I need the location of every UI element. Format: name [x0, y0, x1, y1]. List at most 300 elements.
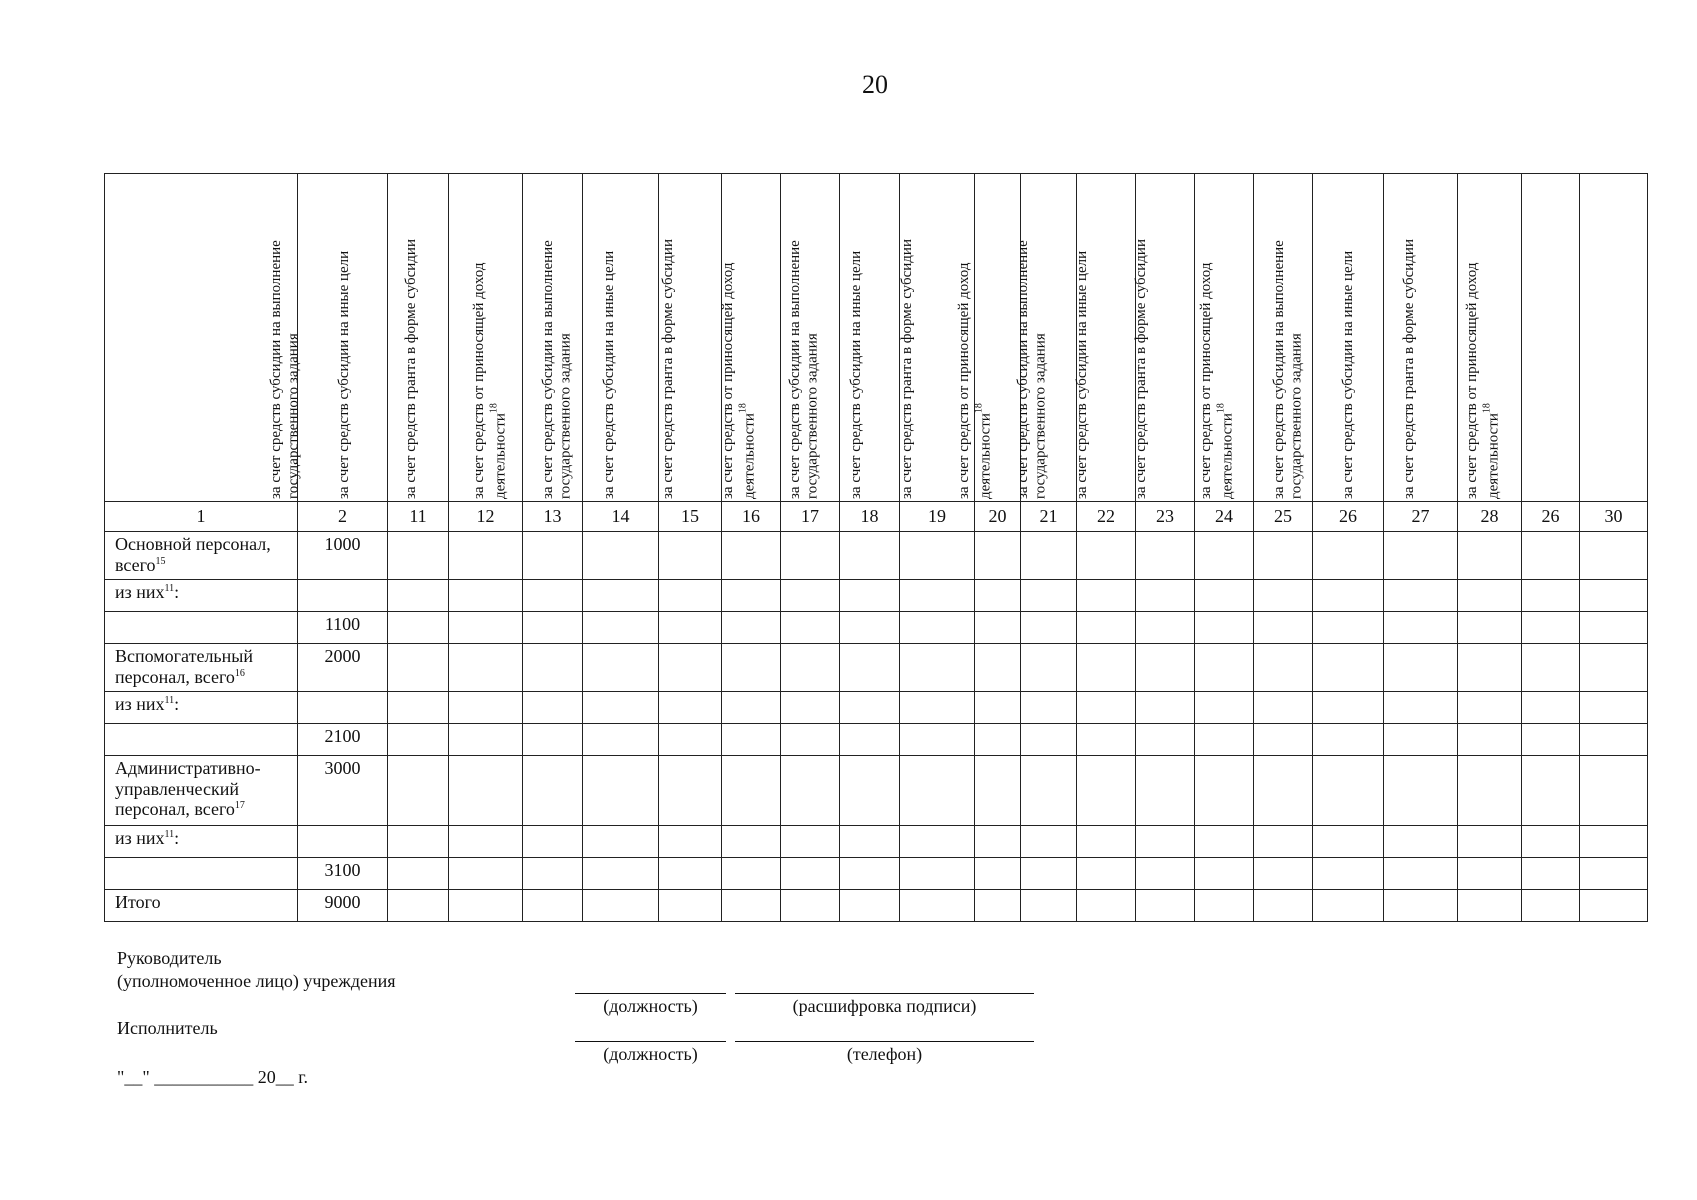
row-code-cell: 3000 [298, 756, 388, 826]
table-row [105, 612, 1648, 644]
value-cell[interactable] [975, 644, 1021, 692]
value-cell[interactable] [1136, 724, 1195, 756]
row-code-cell [298, 692, 388, 724]
row-label: Административно-управленческий персонал, всего [115, 758, 261, 820]
row-label: из них [115, 828, 165, 848]
footnote-ref: 18 [737, 403, 749, 414]
value-cell[interactable] [1077, 890, 1136, 922]
value-cell[interactable] [840, 532, 900, 580]
value-cell[interactable] [659, 612, 722, 644]
value-cell[interactable] [583, 756, 659, 826]
value-cell[interactable] [900, 826, 975, 858]
value-cell[interactable] [523, 612, 583, 644]
value-cell[interactable] [1522, 724, 1580, 756]
value-cell[interactable] [1021, 826, 1077, 858]
footnote-ref: 18 [488, 403, 500, 414]
value-cell[interactable] [1458, 644, 1522, 692]
value-cell[interactable] [449, 858, 523, 890]
column-number-cell: 21 [1021, 502, 1077, 532]
value-cell[interactable] [1136, 826, 1195, 858]
value-cell[interactable] [583, 532, 659, 580]
head-position-signature-line [575, 993, 726, 994]
value-cell[interactable] [1077, 724, 1136, 756]
value-cell[interactable] [722, 692, 781, 724]
value-cell[interactable] [1077, 644, 1136, 692]
value-cell[interactable] [975, 890, 1021, 922]
value-cell[interactable] [1522, 532, 1580, 580]
column-number-cell: 2 [298, 502, 388, 532]
value-cell[interactable] [975, 692, 1021, 724]
column-header-label: за счет средств гранта в форме субсидии [1133, 239, 1149, 499]
value-cell[interactable] [1195, 756, 1254, 826]
column-header-label: за счет средств субсидии на выполнение государственного задания [540, 240, 574, 499]
value-cell[interactable] [1077, 826, 1136, 858]
value-cell[interactable] [1021, 756, 1077, 826]
value-cell[interactable] [1580, 612, 1648, 644]
value-cell[interactable] [900, 858, 975, 890]
row-code-cell: 1000 [298, 532, 388, 580]
head-name-signature-line [735, 993, 1034, 994]
value-cell[interactable] [388, 826, 449, 858]
value-cell[interactable] [449, 826, 523, 858]
head-label-line2: (уполномоченное лицо) учреждения [117, 971, 396, 991]
value-cell[interactable] [1021, 692, 1077, 724]
row-label-cell [105, 644, 298, 692]
value-cell[interactable] [975, 858, 1021, 890]
value-cell[interactable] [722, 756, 781, 826]
column-number-cell: 16 [722, 502, 781, 532]
value-cell[interactable] [449, 612, 523, 644]
value-cell[interactable] [781, 612, 840, 644]
value-cell[interactable] [449, 890, 523, 922]
value-cell[interactable] [388, 858, 449, 890]
value-cell[interactable] [722, 580, 781, 612]
value-cell[interactable] [1254, 580, 1313, 612]
column-number-cell: 1 [105, 502, 298, 532]
value-cell[interactable] [1313, 756, 1384, 826]
column-header-label: за счет средств субсидии на иные цели [847, 250, 864, 499]
footnote-ref: 15 [155, 555, 166, 567]
footnote-ref: 11 [164, 695, 175, 706]
executor-phone-caption: (телефон) [846, 1044, 923, 1064]
table-row [105, 692, 1648, 724]
row-label-cell [105, 580, 298, 612]
value-cell[interactable] [975, 756, 1021, 826]
column-header-label: за счет средств субсидии на выполнение государственного задания [1270, 240, 1305, 499]
value-cell[interactable] [1195, 532, 1254, 580]
footnote-ref: 18 [1481, 403, 1493, 414]
value-cell[interactable] [1077, 858, 1136, 890]
value-cell[interactable] [1313, 858, 1384, 890]
column-header-label: за счет средств гранта в форме субсидии [402, 239, 419, 499]
row-code-cell: 2000 [298, 644, 388, 692]
value-cell[interactable] [1522, 858, 1580, 890]
value-cell[interactable] [1384, 644, 1458, 692]
column-numbers-row [105, 502, 1648, 532]
column-number-cell: 30 [1580, 502, 1648, 532]
value-cell[interactable] [388, 644, 449, 692]
column-header-label: за счет средств от приносящей доход деятельности [956, 262, 994, 499]
value-cell[interactable] [1580, 890, 1648, 922]
value-cell[interactable] [1136, 858, 1195, 890]
value-cell[interactable] [722, 644, 781, 692]
value-cell[interactable] [388, 580, 449, 612]
date-line: "__" ___________ 20__ г. [117, 1067, 309, 1087]
value-cell[interactable] [583, 580, 659, 612]
value-cell[interactable] [659, 756, 722, 826]
column-header-label: за счет средств субсидии на иные цели [335, 250, 352, 499]
value-cell[interactable] [583, 724, 659, 756]
value-cell[interactable] [1136, 644, 1195, 692]
value-cell[interactable] [722, 724, 781, 756]
value-cell[interactable] [659, 532, 722, 580]
value-cell[interactable] [1136, 890, 1195, 922]
value-cell[interactable] [523, 692, 583, 724]
value-cell[interactable] [1313, 580, 1384, 612]
value-cell[interactable] [449, 644, 523, 692]
head-name-caption: (расшифровка подписи) [792, 996, 977, 1016]
value-cell[interactable] [449, 532, 523, 580]
value-cell[interactable] [781, 858, 840, 890]
footnote-ref: 18 [973, 403, 985, 414]
value-cell[interactable] [1580, 858, 1648, 890]
column-number-cell: 13 [523, 502, 583, 532]
row-label-cell [105, 532, 298, 580]
value-cell[interactable] [1313, 644, 1384, 692]
value-cell[interactable] [1522, 692, 1580, 724]
column-number-cell: 26 [1313, 502, 1384, 532]
value-cell[interactable] [1458, 612, 1522, 644]
column-number-cell: 25 [1254, 502, 1313, 532]
value-cell[interactable] [840, 826, 900, 858]
value-cell[interactable] [1384, 826, 1458, 858]
table-row [105, 756, 1648, 826]
value-cell[interactable] [781, 692, 840, 724]
value-cell[interactable] [523, 644, 583, 692]
table-row [105, 724, 1648, 756]
value-cell[interactable] [1458, 724, 1522, 756]
value-cell[interactable] [900, 580, 975, 612]
executor-label: Исполнитель [117, 1018, 218, 1038]
value-cell[interactable] [1458, 858, 1522, 890]
value-cell[interactable] [840, 890, 900, 922]
value-cell[interactable] [1254, 612, 1313, 644]
column-number-cell: 22 [1077, 502, 1136, 532]
value-cell[interactable] [900, 532, 975, 580]
value-cell[interactable] [1313, 532, 1384, 580]
value-cell[interactable] [975, 724, 1021, 756]
column-header-label: за счет средств от приносящей доход деятельности [719, 262, 758, 499]
column-header-label: за счет средств субсидии на иные цели [1074, 250, 1090, 499]
column-header-label: за счет средств от приносящей доход деятельности [470, 262, 509, 499]
value-cell[interactable] [1384, 532, 1458, 580]
value-cell[interactable] [1522, 612, 1580, 644]
value-cell[interactable] [1021, 724, 1077, 756]
table-row [105, 858, 1648, 890]
value-cell[interactable] [449, 692, 523, 724]
value-cell[interactable] [388, 692, 449, 724]
value-cell[interactable] [523, 532, 583, 580]
value-cell[interactable] [1021, 532, 1077, 580]
value-cell[interactable] [1195, 644, 1254, 692]
column-header-cell [1463, 174, 1648, 502]
column-number-cell: 26 [1522, 502, 1580, 532]
column-header-label: за счет средств от приносящей доход деятельности [1198, 262, 1236, 499]
value-cell[interactable] [1077, 532, 1136, 580]
value-cell[interactable] [1522, 826, 1580, 858]
value-cell[interactable] [388, 532, 449, 580]
column-header-label: за счет средств субсидии на выполнение государственного задания [1015, 240, 1049, 499]
column-header-label: за счет средств субсидии на иные цели [1339, 250, 1356, 499]
value-cell[interactable] [1021, 858, 1077, 890]
value-cell[interactable] [1077, 756, 1136, 826]
value-cell[interactable] [1384, 692, 1458, 724]
table-row [105, 826, 1648, 858]
value-cell[interactable] [583, 890, 659, 922]
value-cell[interactable] [1195, 890, 1254, 922]
value-cell[interactable] [1136, 532, 1195, 580]
row-label: из них [115, 694, 165, 714]
personnel-table [104, 173, 1648, 922]
value-cell[interactable] [583, 644, 659, 692]
row-code-cell [298, 580, 388, 612]
value-cell[interactable] [449, 580, 523, 612]
value-cell[interactable] [722, 890, 781, 922]
executor-phone-line [735, 1041, 1034, 1042]
value-cell[interactable] [1254, 858, 1313, 890]
executor-position-caption: (должность) [603, 1044, 698, 1064]
column-number-cell: 19 [900, 502, 975, 532]
row-label-cell [105, 858, 298, 890]
value-cell[interactable] [523, 890, 583, 922]
value-cell[interactable] [722, 612, 781, 644]
value-cell[interactable] [1580, 532, 1648, 580]
value-cell[interactable] [1458, 692, 1522, 724]
value-cell[interactable] [523, 724, 583, 756]
value-cell[interactable] [388, 756, 449, 826]
value-cell[interactable] [388, 612, 449, 644]
row-code-cell: 3100 [298, 858, 388, 890]
row-label: Вспомогательный персонал, всего [115, 646, 253, 687]
head-label-line1: Руководитель [117, 948, 222, 968]
row-code-cell [298, 826, 388, 858]
value-cell[interactable] [583, 826, 659, 858]
column-header-label: за счет средств субсидии на выполнение государственного задания [787, 240, 821, 499]
value-cell[interactable] [1384, 612, 1458, 644]
value-cell[interactable] [523, 756, 583, 826]
value-cell[interactable] [840, 580, 900, 612]
value-cell[interactable] [1195, 580, 1254, 612]
value-cell[interactable] [900, 612, 975, 644]
value-cell[interactable] [1458, 580, 1522, 612]
value-cell[interactable] [781, 756, 840, 826]
row-label-suffix: : [174, 582, 180, 602]
column-number-cell: 17 [781, 502, 840, 532]
row-code-cell: 2100 [298, 724, 388, 756]
value-cell[interactable] [449, 756, 523, 826]
value-cell[interactable] [659, 724, 722, 756]
value-cell[interactable] [583, 612, 659, 644]
value-cell[interactable] [523, 858, 583, 890]
value-cell[interactable] [722, 858, 781, 890]
value-cell[interactable] [1254, 644, 1313, 692]
value-cell[interactable] [1384, 580, 1458, 612]
value-cell[interactable] [900, 692, 975, 724]
value-cell[interactable] [1195, 724, 1254, 756]
value-cell[interactable] [1254, 826, 1313, 858]
value-cell[interactable] [1580, 580, 1648, 612]
value-cell[interactable] [1458, 532, 1522, 580]
column-number-cell: 28 [1458, 502, 1522, 532]
row-code-cell: 9000 [298, 890, 388, 922]
value-cell[interactable] [1021, 644, 1077, 692]
row-code-cell: 1100 [298, 612, 388, 644]
value-cell[interactable] [1580, 756, 1648, 826]
table-row [105, 532, 1648, 580]
row-label-cell [105, 826, 298, 858]
column-header-label: за счет средств субсидии на иные цели [601, 250, 617, 499]
value-cell[interactable] [840, 644, 900, 692]
value-cell[interactable] [975, 612, 1021, 644]
value-cell[interactable] [781, 826, 840, 858]
value-cell[interactable] [1136, 612, 1195, 644]
value-cell[interactable] [659, 826, 722, 858]
value-cell[interactable] [659, 890, 722, 922]
row-label-suffix: : [174, 694, 180, 714]
column-header-label: за счет средств субсидии на выполнение государственного задания [268, 240, 302, 499]
value-cell[interactable] [1254, 532, 1313, 580]
table-row [105, 580, 1648, 612]
table-row [105, 890, 1648, 922]
value-cell[interactable] [1384, 724, 1458, 756]
value-cell[interactable] [975, 580, 1021, 612]
value-cell[interactable] [781, 580, 840, 612]
value-cell[interactable] [583, 858, 659, 890]
row-label-cell [105, 692, 298, 724]
executor-position-signature-line [575, 1041, 726, 1042]
value-cell[interactable] [1136, 756, 1195, 826]
value-cell[interactable] [900, 644, 975, 692]
value-cell[interactable] [1580, 826, 1648, 858]
value-cell[interactable] [1313, 826, 1384, 858]
value-cell[interactable] [659, 644, 722, 692]
value-cell[interactable] [840, 724, 900, 756]
column-number-cell: 23 [1136, 502, 1195, 532]
column-header-label: за счет средств от приносящей доход деятельности [1463, 262, 1502, 499]
value-cell[interactable] [1077, 580, 1136, 612]
row-label-cell [105, 890, 298, 922]
value-cell[interactable] [1254, 724, 1313, 756]
value-cell[interactable] [1522, 580, 1580, 612]
footnote-ref: 11 [164, 829, 175, 840]
value-cell[interactable] [449, 724, 523, 756]
column-header-text [1464, 199, 1697, 499]
footnote-ref: 18 [1215, 403, 1227, 414]
value-cell[interactable] [659, 692, 722, 724]
column-number-cell: 15 [659, 502, 722, 532]
value-cell[interactable] [1136, 692, 1195, 724]
value-cell[interactable] [781, 644, 840, 692]
value-cell[interactable] [1077, 612, 1136, 644]
value-cell[interactable] [975, 826, 1021, 858]
value-cell[interactable] [1458, 890, 1522, 922]
value-cell[interactable] [523, 826, 583, 858]
value-cell[interactable] [1313, 692, 1384, 724]
value-cell[interactable] [781, 532, 840, 580]
column-header-label: за счет средств гранта в форме субсидии [660, 239, 676, 499]
value-cell[interactable] [1580, 692, 1648, 724]
value-cell[interactable] [1384, 858, 1458, 890]
value-cell[interactable] [1136, 580, 1195, 612]
value-cell[interactable] [1021, 580, 1077, 612]
value-cell[interactable] [523, 580, 583, 612]
footnote-ref: 17 [234, 800, 245, 812]
value-cell[interactable] [840, 692, 900, 724]
row-label: Итого [115, 892, 161, 912]
value-cell[interactable] [1384, 756, 1458, 826]
value-cell[interactable] [583, 692, 659, 724]
value-cell[interactable] [1021, 890, 1077, 922]
value-cell[interactable] [388, 890, 449, 922]
value-cell[interactable] [1522, 644, 1580, 692]
page-number: 20 [862, 70, 888, 99]
value-cell[interactable] [900, 756, 975, 826]
value-cell[interactable] [1384, 890, 1458, 922]
value-cell[interactable] [1313, 612, 1384, 644]
value-cell[interactable] [1313, 890, 1384, 922]
value-cell[interactable] [840, 858, 900, 890]
value-cell[interactable] [722, 826, 781, 858]
footnote-ref: 16 [234, 667, 245, 679]
value-cell[interactable] [900, 890, 975, 922]
value-cell[interactable] [1522, 890, 1580, 922]
row-label-suffix: : [174, 828, 180, 848]
value-cell[interactable] [1195, 612, 1254, 644]
column-number-cell: 20 [975, 502, 1021, 532]
value-cell[interactable] [1458, 756, 1522, 826]
value-cell[interactable] [1254, 692, 1313, 724]
value-cell[interactable] [840, 756, 900, 826]
value-cell[interactable] [722, 532, 781, 580]
value-cell[interactable] [1458, 826, 1522, 858]
value-cell[interactable] [659, 858, 722, 890]
table-row [105, 644, 1648, 692]
value-cell[interactable] [1313, 724, 1384, 756]
column-number-cell: 18 [840, 502, 900, 532]
value-cell[interactable] [1254, 890, 1313, 922]
column-header-label: за счет средств гранта в форме субсидии [1400, 239, 1417, 499]
value-cell[interactable] [1254, 756, 1313, 826]
value-cell[interactable] [1195, 826, 1254, 858]
value-cell[interactable] [1580, 724, 1648, 756]
value-cell[interactable] [781, 890, 840, 922]
value-cell[interactable] [1021, 612, 1077, 644]
value-cell[interactable] [659, 580, 722, 612]
value-cell[interactable] [975, 532, 1021, 580]
value-cell[interactable] [1580, 644, 1648, 692]
column-number-cell: 12 [449, 502, 523, 532]
value-cell[interactable] [1077, 692, 1136, 724]
value-cell[interactable] [1522, 756, 1580, 826]
value-cell[interactable] [900, 724, 975, 756]
value-cell[interactable] [388, 724, 449, 756]
value-cell[interactable] [781, 724, 840, 756]
value-cell[interactable] [1195, 692, 1254, 724]
column-header-label: за счет средств гранта в форме субсидии [898, 239, 915, 499]
row-label-cell [105, 756, 298, 826]
value-cell[interactable] [840, 612, 900, 644]
value-cell[interactable] [1195, 858, 1254, 890]
